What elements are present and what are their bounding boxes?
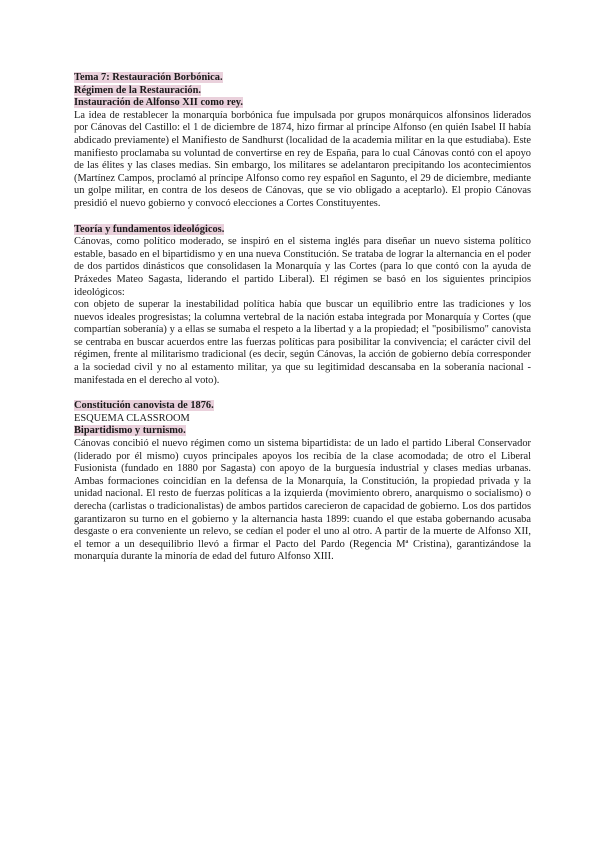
tema-heading-line <box>74 72 531 85</box>
document-page <box>74 72 531 564</box>
regimen-heading-line <box>74 85 531 98</box>
instauracion-heading: Instauración de Alfonso XII como rey. <box>74 97 243 109</box>
bipartidismo-heading-line <box>74 425 531 438</box>
spacer <box>74 387 531 400</box>
constitucion-heading-line <box>74 400 531 413</box>
constitucion-heading: Constitución canovista de 1876. <box>74 400 214 412</box>
teoria-paragraph-1: Cánovas, como político moderado, se inspiró en el sistema inglés para diseñar un nuevo sistema político estable, basado en el bipartidismo y en una nueva Constitución. Se trataba de lograr la alternancia en el poder de dos partidos dinásticos que consolidasen la Monarquía y las Cortes (para lo que contó con la ayuda de Práxedes Mateo Sagasta, liderando el partido Liberal). El régimen se basó en los siguientes principios ideológicos: <box>74 236 531 298</box>
teoria-heading-line <box>74 224 531 237</box>
teoria-paragraph-2: con objeto de superar la inestabilidad política había que buscar un equilibrio entre las tradiciones y los nuevos ideales progresistas; la columna vertebral de la nación estaba integrada por Monarquía y Cortes (que compartían soberanía) y a ellas se sumaba el respeto a la libertad y a la propiedad; el "posibilismo" canovista se centraba en buscar acuerdos entre las fuerzas políticas para posibilitar la convivencia; el carácter civil del régimen, frente al militarismo tradicional (es decir, según Cánovas, la acción de gobierno debía corresponder a la sociedad civil y no al estamento militar, ya que su legitimidad descansaba en la soberanía nacional -manifestada en el derecho al voto). <box>74 299 531 386</box>
bipartidismo-paragraph: Cánovas concibió el nuevo régimen como un sistema bipartidista: de un lado el partido Liberal Conservador (liderado por él mismo) cuyos principales apoyos los recibía de la clase acomodada; de otro el Liberal Fusionista (fundado en 1880 por Sagasta) con apoyo de la burguesía industrial y clases medias urbanas. Ambas formaciones coincidían en la defensa de la Monarquía, la Constitución, la propiedad privada y la unidad nacional. El resto de fuerzas políticas a la izquierda (movimiento obrero, anarquismo o socialismo) o derecha (carlistas o tradicionalistas) de ambos partidos carecieron de capacidad de gobierno. Los dos partidos garantizaron su turno en el gobierno y la alternancia hasta 1899: cuando el que estaba gobernando acusaba desgaste o era conveniente un relevo, se cedían el poder el uno al otro. A partir de la muerte de Alfonso XII, el temor a un desequilibrio llevó a firmar el Pacto del Pardo (Regencia Mª Cristina), garantizándose la monarquía durante la minoría de edad del futuro Alfonso XIII. <box>74 438 531 563</box>
teoria-heading: Teoría y fundamentos ideológicos. <box>74 223 225 235</box>
instauracion-paragraph: La idea de restablecer la monarquía borbónica fue impulsada por grupos monárquicos alfonsinos liderados por Cánovas del Castillo: el 1 de diciembre de 1874, hizo firmar al príncipe Alfonso (en quién Isabel II había abdicado previamente) el Manifiesto de Sandhurst (localidad de la academia militar en la que estudiaba). Este manifiesto proclamaba su voluntad de convertirse en rey de España, para lo cual Cánovas contó con el apoyo de las élites y las clases medias. Sin embargo, los militares se adelantaron precipitando los acontecimientos (Martínez Campos, proclamó al príncipe Alfonso como rey español en Sagunto, el 29 de diciembre, mediante un golpe militar, en contra de los deseos de Cánovas, que se vio obligado a aceptarlo). El propio Cánovas presidió el nuevo gobierno y convocó elecciones a Cortes Constituyentes. <box>74 109 531 209</box>
tema-heading: Tema 7: Restauración Borbónica. <box>74 72 223 83</box>
esquema-classroom-label: ESQUEMA CLASSROOM <box>74 412 190 424</box>
spacer <box>74 211 531 224</box>
bipartidismo-heading: Bipartidismo y turnismo. <box>74 425 186 437</box>
instauracion-heading-line <box>74 97 531 110</box>
regimen-heading: Régimen de la Restauración. <box>74 84 201 96</box>
